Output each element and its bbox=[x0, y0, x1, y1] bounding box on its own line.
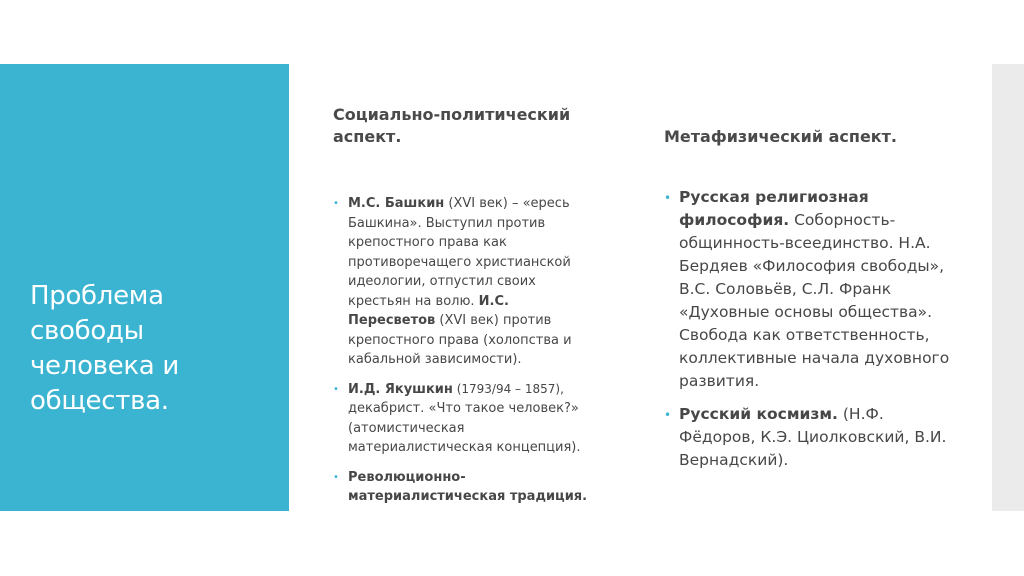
item-text: декабрист. «Что такое человек?» (атомистическая материалистическая концепция). bbox=[348, 401, 581, 455]
item-text: Соборность-общинность-всеединство. Н.А. Бердяев «Философия свободы», В.С. Соловьёв, С.Л. Франк «Духовные основы общества». Свобода как ответственность, коллективные начала духовного развития. bbox=[679, 211, 950, 390]
list-item bbox=[664, 186, 954, 393]
life-dates: (1793/94 – 1857), bbox=[452, 381, 564, 396]
bullet-list bbox=[664, 186, 954, 472]
slide-title: Проблема свободы человека и общества. bbox=[30, 281, 180, 416]
person-name: И.Д. Якушкин bbox=[348, 381, 453, 397]
list-item bbox=[333, 468, 598, 507]
column-heading: Социально-политический аспект. bbox=[333, 105, 571, 146]
item-text-bold: Революционно-материалистическая традиция. bbox=[348, 469, 588, 504]
list-item bbox=[333, 194, 598, 370]
side-strip bbox=[992, 64, 1024, 511]
title-panel bbox=[0, 64, 289, 511]
column-metaphysical bbox=[664, 126, 954, 482]
item-text-bold: Русская религиозная философия. bbox=[679, 188, 869, 229]
bullet-icon: • bbox=[333, 198, 339, 209]
bullet-icon: • bbox=[664, 191, 672, 205]
bullet-icon: • bbox=[333, 471, 339, 483]
list-item bbox=[333, 380, 598, 458]
list-item bbox=[664, 403, 954, 472]
column-sociopolitical bbox=[333, 104, 598, 517]
item-text: (XVI век) – «ересь Башкина». Выступил против крепостного права как противоречащего христианской идеологии, отпустил своих крестьян на волю. bbox=[348, 196, 571, 309]
person-name: И.С. Пересветов bbox=[348, 293, 509, 328]
bullet-icon: • bbox=[333, 383, 339, 395]
person-name: М.С. Башкин bbox=[348, 196, 445, 211]
column-heading: Метафизический аспект. bbox=[664, 127, 898, 146]
item-text: (XVI век) против крепостного права (холопства и кабальной зависимости). bbox=[348, 313, 572, 367]
item-text: (Н.Ф. Фёдоров, К.Э. Циолковский, В.И. Вернадский). bbox=[679, 405, 947, 469]
item-text-bold: Русский космизм. bbox=[679, 405, 838, 423]
bullet-icon: • bbox=[664, 408, 672, 422]
bullet-list bbox=[333, 194, 598, 507]
